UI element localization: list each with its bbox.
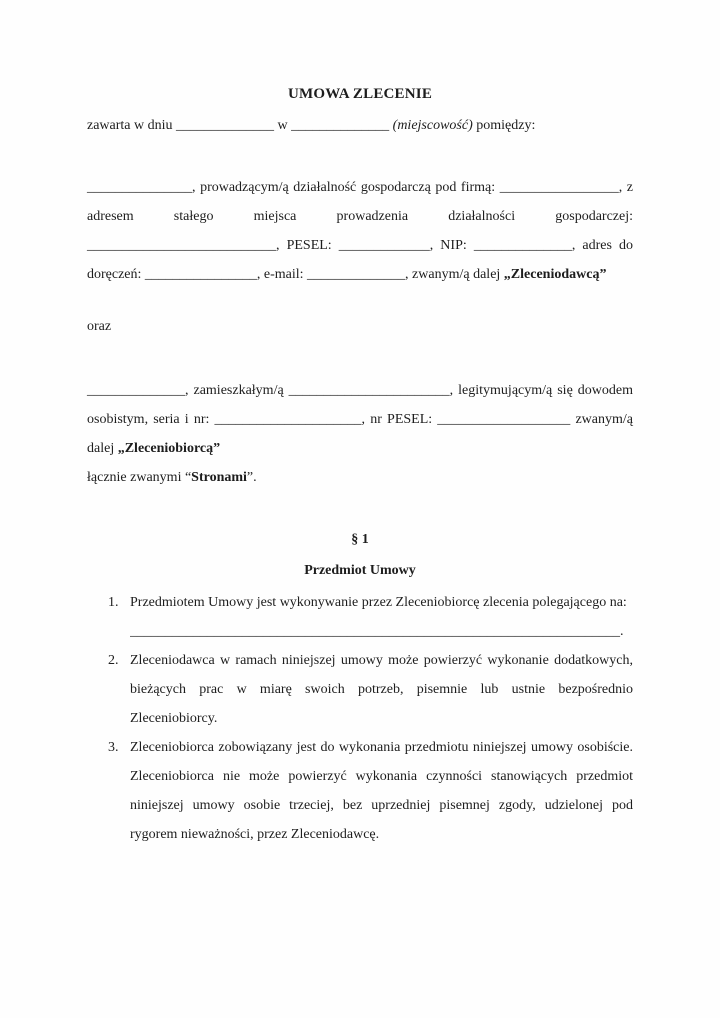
section-1-heading: Przedmiot Umowy (304, 563, 416, 578)
list-item-text: Przedmiotem Umowy jest wykonywanie przez Zleceniobiorcę zlecenia polegającego na: (130, 595, 627, 610)
section-1-item-list (87, 588, 633, 849)
section-1-number: § 1 (351, 532, 369, 547)
parties-joint-naming-line: łącznie zwanymi “Stronami”. (87, 470, 257, 485)
list-item-text: Zleceniobiorca zobowiązany jest do wykonania przedmiotu niniejszej umowy osobiście. Zleceniobiorca nie może powierzyć wykonania czynności stanowiących przedmiot niniejszej umowy osobie trzeciej, bez uprzedniej pisemnej zgody, udzielonej pod rygorem nieważności, przez Zleceniodawcę. (130, 740, 633, 842)
list-item-text: Zleceniodawca w ramach niniejszej umowy może powierzyć wykonanie dodatkowych, bieżących prac w miarę swoich potrzeb, pisemnie lub ustnie bezpośrednio Zleceniobiorcy. (130, 653, 633, 726)
oraz-connector: oraz (87, 319, 112, 334)
list-item (87, 646, 633, 733)
document-title: UMOWA ZLECENIE (287, 86, 433, 102)
list-item (87, 588, 633, 646)
party-zleceniobiorca-paragraph: ______________, zamieszkałym/ą _______________________, legitymującym/ą się dowodem osobistym, seria i nr: _____________________, nr PESEL: ___________________ zwanym/ą dalej „Zleceniobiorcą” (87, 383, 633, 456)
party-zleceniodawca-paragraph: _______________, prowadzącym/ą działalność gospodarczą pod firmą: _________________, z adresem stałego miejsca prowadzenia działalności gospodarczej: ___________________________, PESEL: _____________, NIP: ______________, adres do doręczeń: ________________, e-mail: ______________, zwanym/ą dalej „Zleceniodawcą” (87, 180, 633, 282)
intro-line: zawarta w dniu ______________ w ______________ (miejscowość) pomiędzy: (87, 118, 536, 133)
list-item-number: 3. (108, 740, 119, 755)
fill-in-blank-line: ______________________________________________________________________. (130, 624, 624, 639)
list-item-number: 1. (108, 595, 119, 610)
list-item-number: 2. (108, 653, 119, 668)
list-item (87, 733, 633, 849)
